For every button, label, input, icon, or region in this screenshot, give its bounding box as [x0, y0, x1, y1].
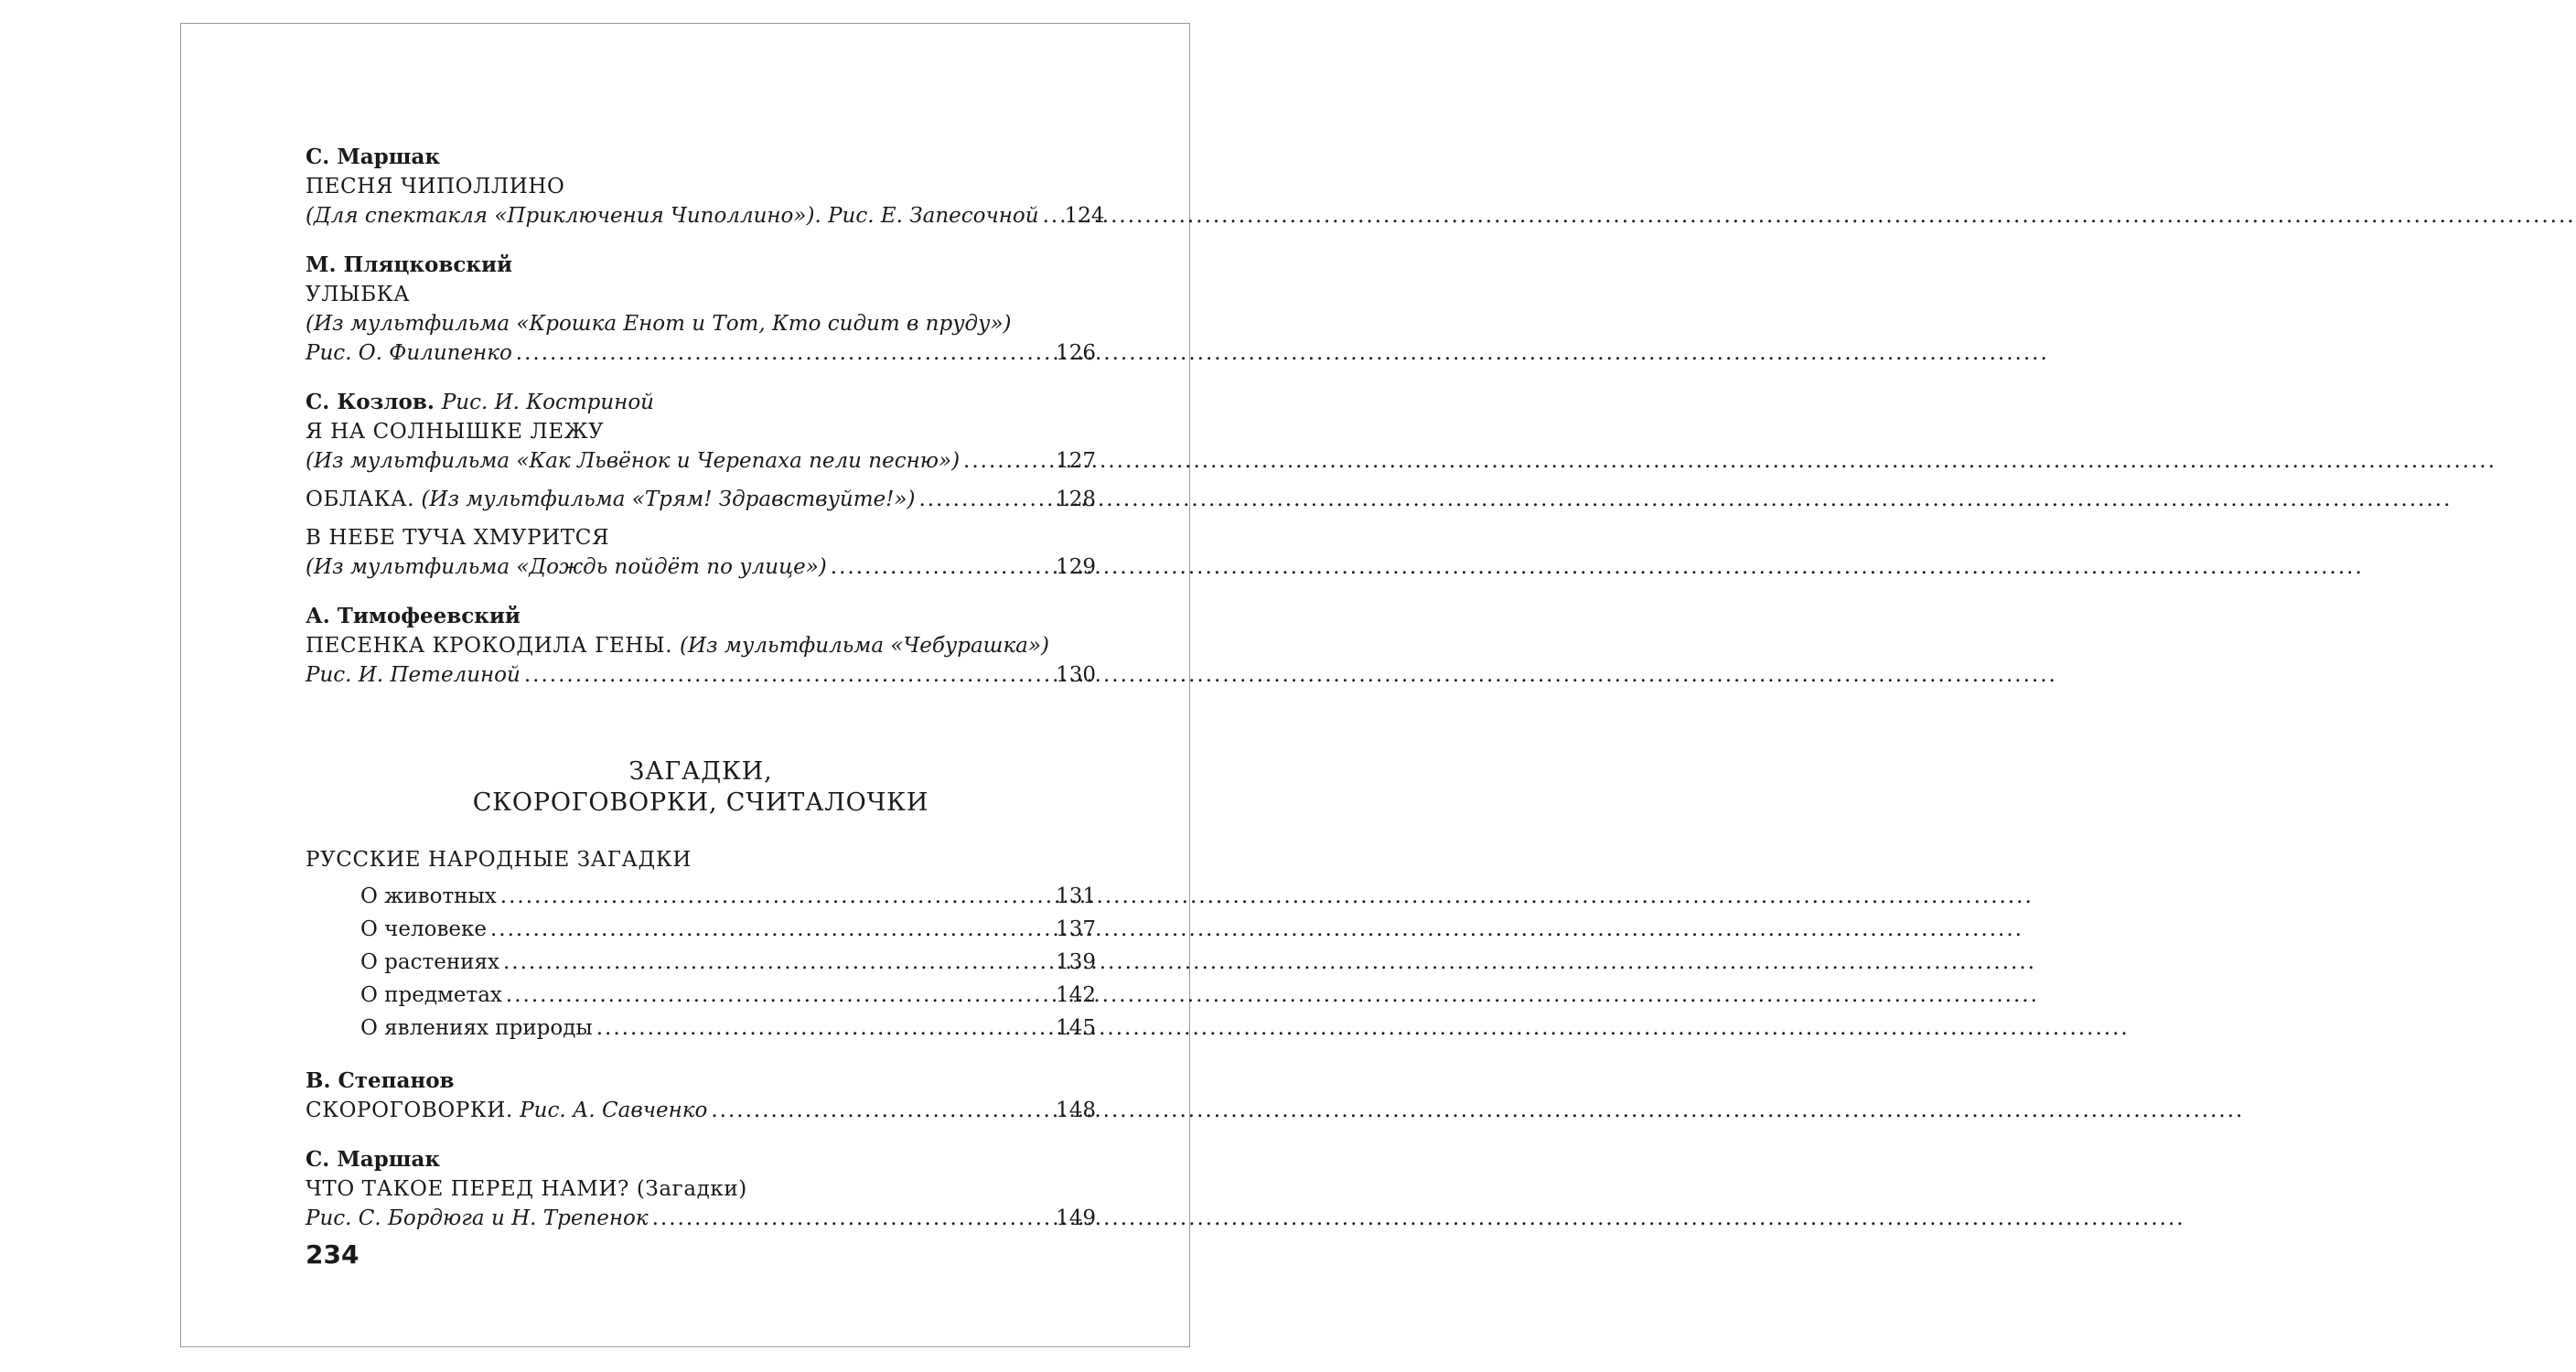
toc-row[interactable] — [306, 486, 1096, 515]
entry-illustrator: Рис. И. Петелиной — [306, 663, 521, 687]
entry-page: 126 — [1056, 341, 1096, 365]
toc-row[interactable] — [360, 981, 1096, 1014]
toc-entry-stepanov — [306, 1067, 1096, 1126]
toc-entry-riddles — [306, 846, 1096, 1047]
author-illustrator: Рис. И. Костриной — [441, 391, 654, 414]
dot-leader — [963, 447, 1052, 475]
entry-title: РУССКИЕ НАРОДНЫЕ ЗАГАДКИ — [306, 848, 692, 872]
entry-title: В НЕБЕ ТУЧА ХМУРИТСЯ — [306, 526, 610, 550]
toc-entry-plyatskovsky-smile — [306, 252, 1096, 369]
toc-entry-marshak-cipollino — [306, 144, 1105, 231]
entry-title: СКОРОГОВОРКИ. — [306, 1099, 513, 1122]
dot-leader — [490, 916, 1052, 943]
toc-entry-timofeevsky — [306, 603, 1096, 691]
toc-row[interactable] — [360, 883, 1096, 916]
entry-page: 124 — [1064, 204, 1105, 228]
entry-note: (Для спектакля «Приключения Чиполлино»). Рис. Е. Запесочной — [306, 204, 1039, 228]
section-heading-line1: ЗАГАДКИ, — [628, 757, 773, 786]
toc-row[interactable] — [360, 949, 1096, 981]
entry-title-line — [306, 632, 1096, 661]
entry-page: 148 — [1056, 1099, 1096, 1122]
dot-leader — [596, 1014, 1052, 1042]
entry-title: ЧТО ТАКОЕ ПЕРЕД НАМИ? (Загадки) — [306, 1177, 747, 1201]
toc-entry-kozlov — [306, 389, 1096, 583]
entry-author: С. Козлов. Рис. И. Костриной — [306, 390, 654, 414]
toc-row[interactable] — [306, 202, 1105, 231]
entry-title-inline — [306, 486, 915, 513]
entry-label: О человеке — [360, 917, 487, 941]
entry-page: 142 — [1056, 983, 1096, 1007]
entry-page: 129 — [1056, 555, 1096, 579]
entry-title: ОБЛАКА. — [306, 488, 415, 511]
dot-leader — [503, 949, 1052, 976]
entry-note: (Из мультфильма «Трям! Здравствуйте!») — [421, 488, 916, 511]
entry-title: УЛЫБКА — [306, 283, 411, 306]
dot-leader — [711, 1097, 1052, 1124]
entry-page: 128 — [1056, 488, 1096, 511]
entry-title-inline — [306, 1097, 707, 1124]
toc-row[interactable] — [306, 1205, 1096, 1234]
entry-note: (Из мультфильма «Дождь пойдёт по улице») — [306, 555, 827, 579]
entry-note: (Из мультфильма «Чебурашка») — [680, 634, 1049, 658]
toc-row[interactable] — [306, 553, 1096, 583]
entry-page: 139 — [1056, 950, 1096, 974]
entry-label: О явлениях природы — [360, 1016, 593, 1040]
entry-illustrator: Рис. А. Савченко — [520, 1099, 708, 1122]
page-number: 234 — [306, 1239, 360, 1270]
entry-illustrator: Рис. О. Филипенко — [306, 341, 512, 365]
entry-author: С. Маршак — [306, 1147, 440, 1172]
entry-label: О животных — [360, 884, 497, 908]
entry-title: Я НА СОЛНЫШКЕ ЛЕЖУ — [306, 420, 605, 444]
dot-leader — [1043, 202, 1061, 230]
entry-page: 137 — [1056, 917, 1096, 941]
section-heading — [306, 756, 1096, 819]
table-of-contents — [306, 144, 1105, 1254]
entry-author: М. Пляцковский — [306, 252, 513, 277]
toc-row[interactable] — [360, 916, 1096, 949]
author-name: С. Козлов — [306, 390, 427, 414]
entry-page: 131 — [1056, 884, 1096, 908]
toc-row[interactable] — [360, 1014, 1096, 1047]
entry-author: С. Маршак — [306, 145, 440, 169]
entry-illustrator: Рис. С. Бордюга и Н. Трепенок — [306, 1206, 649, 1230]
toc-row[interactable] — [306, 339, 1096, 369]
toc-row[interactable] — [306, 447, 1096, 477]
dot-leader — [918, 486, 1052, 513]
entry-author: А. Тимофеевский — [306, 604, 521, 628]
entry-page: 130 — [1056, 663, 1096, 687]
section-heading-line2: СКОРОГОВОРКИ, СЧИТАЛОЧКИ — [472, 788, 929, 817]
dot-leader — [524, 661, 1052, 689]
entry-page: 145 — [1056, 1016, 1096, 1040]
entry-subtitle: (Из мультфильма «Крошка Енот и Тот, Кто сидит в пруду») — [306, 312, 1012, 336]
dot-leader — [652, 1205, 1053, 1232]
toc-row[interactable] — [306, 1097, 1096, 1126]
entry-label: О растениях — [360, 950, 499, 974]
dot-leader — [831, 553, 1052, 581]
entry-page: 149 — [1056, 1206, 1096, 1230]
entry-note: (Из мультфильма «Как Львёнок и Черепаха пели песню») — [306, 449, 961, 473]
entry-page: 127 — [1056, 449, 1096, 473]
entry-author: В. Степанов — [306, 1068, 455, 1093]
toc-row[interactable] — [306, 661, 1096, 691]
toc-entry-marshak-riddles — [306, 1146, 1096, 1234]
entry-title: ПЕСЕНКА КРОКОДИЛА ГЕНЫ. — [306, 634, 673, 658]
dot-leader — [506, 981, 1052, 1009]
dot-leader — [516, 339, 1052, 367]
dot-leader — [500, 883, 1052, 910]
entry-label: О предметах — [360, 983, 502, 1007]
entry-title: ПЕСНЯ ЧИПОЛЛИНО — [306, 175, 565, 198]
riddles-list — [306, 883, 1096, 1047]
